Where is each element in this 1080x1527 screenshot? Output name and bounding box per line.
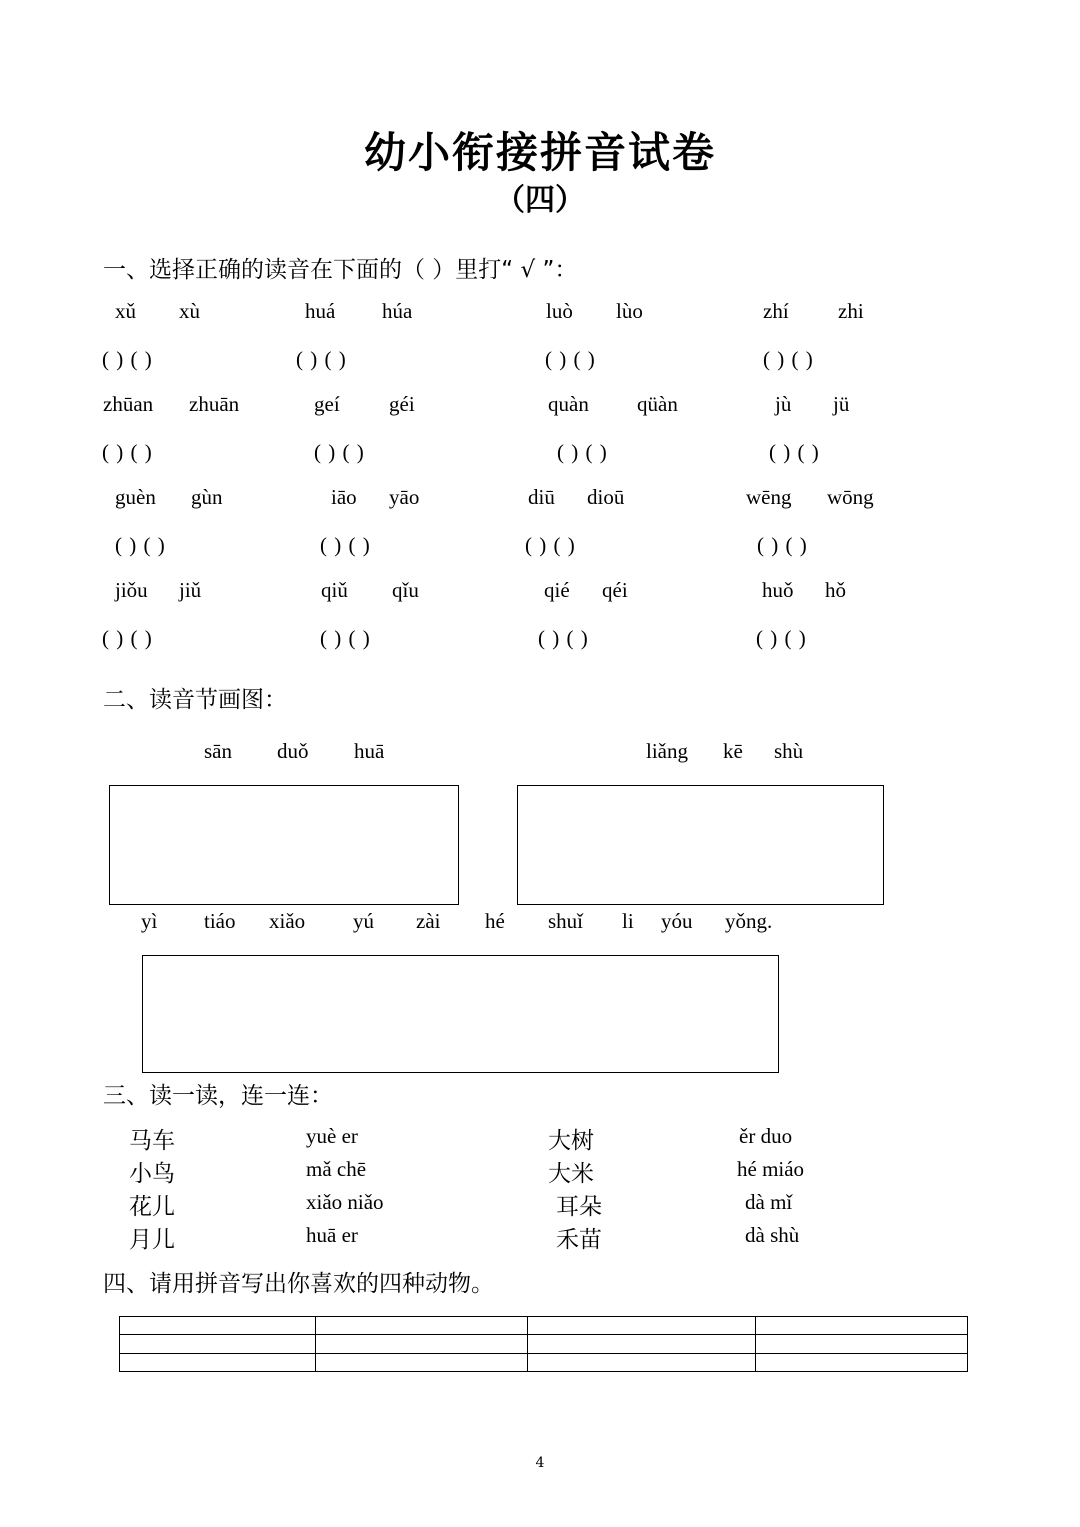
pinyin-option: guèn xyxy=(115,485,156,509)
pinyin-option: jiǔ xyxy=(179,578,202,602)
answer-parens[interactable]: ( ) ( ) xyxy=(538,626,589,650)
writing-grid[interactable] xyxy=(119,1316,968,1372)
grid-line xyxy=(120,1334,967,1335)
pinyin-option: jü xyxy=(833,392,850,416)
match-pinyin: huā er xyxy=(306,1223,358,1247)
pinyin-option: quàn xyxy=(548,392,589,416)
drawing-box-3[interactable] xyxy=(142,955,779,1073)
phrase-pinyin: tiáo xyxy=(204,909,236,933)
answer-parens[interactable]: ( ) ( ) xyxy=(102,347,153,371)
page-subtitle: （四） xyxy=(495,183,585,218)
pinyin-option: zhūan xyxy=(103,392,154,416)
chinese-word: 禾苗 xyxy=(556,1227,602,1253)
page-title: 幼小衔接拼音试卷 xyxy=(363,128,716,177)
chinese-word: 花儿 xyxy=(129,1194,175,1220)
page-number: 4 xyxy=(535,1455,545,1471)
answer-parens[interactable]: ( ) ( ) xyxy=(296,347,347,371)
pinyin-option: hǒ xyxy=(825,578,846,602)
pinyin-option: xǔ xyxy=(115,299,136,323)
pinyin-option: qiǔ xyxy=(321,578,348,602)
answer-parens[interactable]: ( ) ( ) xyxy=(756,626,807,650)
phrase-pinyin: shuǐ xyxy=(548,909,584,933)
answer-parens[interactable]: ( ) ( ) xyxy=(115,533,166,557)
answer-parens[interactable]: ( ) ( ) xyxy=(557,440,608,464)
match-pinyin: hé miáo xyxy=(737,1157,805,1181)
phrase-pinyin: li xyxy=(622,909,634,933)
phrase-pinyin: yǒng. xyxy=(725,909,773,933)
pinyin-option: gùn xyxy=(191,485,223,509)
match-pinyin: ěr duo xyxy=(739,1124,793,1148)
match-pinyin: mǎ chē xyxy=(306,1157,367,1181)
phrase-pinyin: huā xyxy=(354,739,385,763)
answer-parens[interactable]: ( ) ( ) xyxy=(545,347,596,371)
pinyin-option: xù xyxy=(179,299,200,323)
answer-parens[interactable]: ( ) ( ) xyxy=(763,347,814,371)
pinyin-option: zhuān xyxy=(189,392,240,416)
pinyin-option: wōng xyxy=(827,485,874,509)
section2-heading: 二、读音节画图： xyxy=(103,687,287,713)
pinyin-option: lùo xyxy=(616,299,643,323)
phrase-pinyin: xiǎo xyxy=(269,909,306,933)
grid-line xyxy=(315,1317,316,1371)
answer-parens[interactable]: ( ) ( ) xyxy=(320,533,371,557)
phrase-pinyin: shù xyxy=(774,739,804,763)
answer-parens[interactable]: ( ) ( ) xyxy=(102,440,153,464)
pinyin-option: zhi xyxy=(838,299,864,323)
pinyin-option: jù xyxy=(775,392,792,416)
pinyin-option: huǒ xyxy=(762,578,794,602)
chinese-word: 大树 xyxy=(548,1128,594,1154)
answer-parens[interactable]: ( ) ( ) xyxy=(757,533,808,557)
phrase-pinyin: hé xyxy=(485,909,505,933)
phrase-pinyin: sān xyxy=(204,739,232,763)
grid-line xyxy=(755,1317,756,1371)
pinyin-option: wēng xyxy=(746,485,792,509)
phrase-pinyin: kē xyxy=(723,739,743,763)
answer-parens[interactable]: ( ) ( ) xyxy=(769,440,820,464)
match-pinyin: yuè er xyxy=(306,1124,358,1148)
chinese-word: 马车 xyxy=(129,1128,175,1154)
phrase-pinyin: zài xyxy=(416,909,441,933)
pinyin-option: dioū xyxy=(587,485,625,509)
section1-heading: 一、选择正确的读音在下面的（ ）里打“ √ ”： xyxy=(103,257,578,283)
pinyin-option: luò xyxy=(546,299,573,323)
chinese-word: 月儿 xyxy=(129,1227,175,1253)
match-pinyin: dà shù xyxy=(745,1223,800,1247)
pinyin-option: zhí xyxy=(763,299,789,323)
pinyin-option: yāo xyxy=(389,485,420,509)
phrase-pinyin: liǎng xyxy=(646,739,688,763)
chinese-word: 大米 xyxy=(548,1161,594,1187)
pinyin-option: qié xyxy=(544,578,570,602)
section4-heading: 四、请用拼音写出你喜欢的四种动物。 xyxy=(103,1271,494,1297)
pinyin-option: huá xyxy=(305,299,336,323)
answer-parens[interactable]: ( ) ( ) xyxy=(320,626,371,650)
phrase-pinyin: yì xyxy=(141,909,158,933)
pinyin-option: húa xyxy=(382,299,413,323)
answer-parens[interactable]: ( ) ( ) xyxy=(102,626,153,650)
match-pinyin: dà mǐ xyxy=(745,1190,793,1214)
pinyin-option: diū xyxy=(528,485,555,509)
section3-heading: 三、读一读，连一连： xyxy=(103,1083,333,1109)
pinyin-option: qǐu xyxy=(392,578,419,602)
phrase-pinyin: duǒ xyxy=(277,739,309,763)
chinese-word: 耳朵 xyxy=(556,1194,602,1220)
pinyin-option: qüàn xyxy=(637,392,678,416)
pinyin-option: géi xyxy=(389,392,415,416)
grid-line xyxy=(120,1353,967,1354)
drawing-box-2[interactable] xyxy=(517,785,884,905)
pinyin-option: jiǒu xyxy=(115,578,148,602)
phrase-pinyin: yóu xyxy=(661,909,693,933)
grid-line xyxy=(527,1317,528,1371)
match-pinyin: xiǎo niǎo xyxy=(306,1190,384,1214)
pinyin-option: qéi xyxy=(602,578,628,602)
pinyin-option: geí xyxy=(314,392,340,416)
chinese-word: 小鸟 xyxy=(129,1161,175,1187)
answer-parens[interactable]: ( ) ( ) xyxy=(525,533,576,557)
answer-parens[interactable]: ( ) ( ) xyxy=(314,440,365,464)
drawing-box-1[interactable] xyxy=(109,785,459,905)
pinyin-option: iāo xyxy=(331,485,357,509)
phrase-pinyin: yú xyxy=(353,909,374,933)
